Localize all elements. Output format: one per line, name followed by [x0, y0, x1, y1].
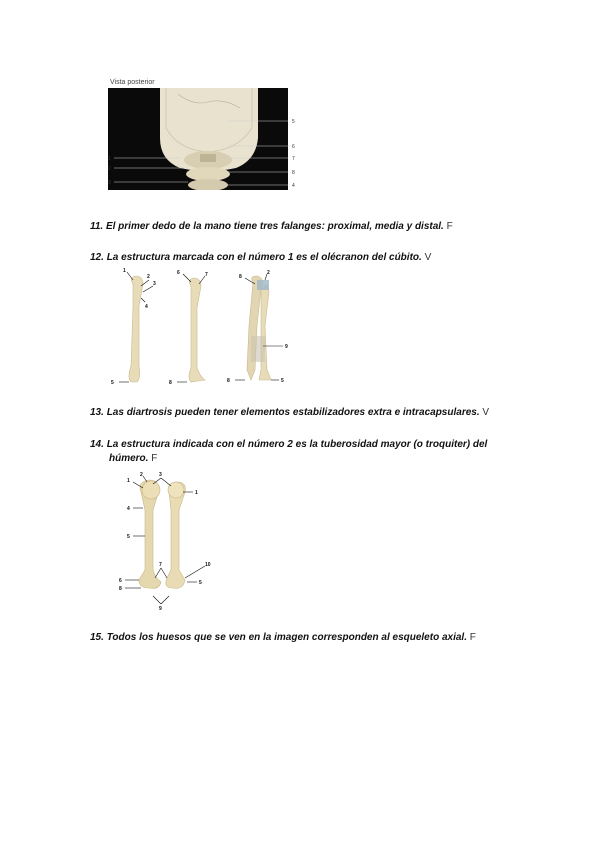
- question-text: Todos los huesos que se ven en la imagen corresponden al esqueleto axial.: [106, 632, 467, 643]
- humerus-label-6: 6: [119, 578, 122, 584]
- humerus-label-4: 4: [127, 506, 130, 512]
- question-number: 15.: [90, 632, 104, 643]
- skull-label-3: 3: [108, 180, 111, 186]
- skull-label-1: 1: [108, 156, 111, 162]
- question-number: 14.: [90, 439, 104, 450]
- question-14: [90, 438, 510, 466]
- humerus-label-9: 9: [159, 606, 162, 612]
- skull-label-2: 2: [108, 166, 111, 172]
- forearm-label-9: 9: [285, 344, 288, 350]
- question-12: [90, 251, 510, 265]
- question-text: Las diartrosis pueden tener elementos estabilizadores extra e intracapsulares.: [106, 407, 480, 418]
- figure-forearm-bones: [105, 266, 295, 390]
- skull-label-5: 5: [292, 119, 295, 125]
- question-answer: V: [482, 407, 490, 418]
- question-15: [90, 631, 510, 645]
- forearm-label-8c: 8: [227, 378, 230, 384]
- question-text: La estructura indicada con el número 2 es la tuberosidad mayor (o troquiter) del: [106, 439, 488, 450]
- question-number: 11.: [90, 221, 104, 232]
- humerus-label-8: 8: [119, 586, 122, 592]
- forearm-label-2: 2: [147, 274, 150, 280]
- humerus-label-5b: 5: [199, 580, 202, 586]
- question-number: 12.: [90, 252, 104, 263]
- figure-skull-title: Vista posterior: [110, 79, 155, 86]
- question-answer: F: [469, 632, 476, 643]
- question-11: [90, 220, 510, 234]
- skull-label-8: 8: [292, 170, 295, 176]
- question-text-continued: húmero.: [109, 453, 149, 464]
- forearm-label-8: 8: [169, 380, 172, 386]
- figure-humerus-bones: [113, 470, 223, 612]
- forearm-label-6: 6: [177, 270, 180, 276]
- forearm-label-4: 4: [145, 304, 148, 310]
- question-13: [90, 406, 510, 420]
- humerus-label-2: 2: [140, 472, 143, 478]
- figure-skull-posterior-view: [108, 88, 308, 190]
- forearm-label-8b: 8: [239, 274, 242, 280]
- humerus-label-1: 1: [127, 478, 130, 484]
- humerus-label-5: 5: [127, 534, 130, 540]
- humerus-label-1b: 1: [195, 490, 198, 496]
- skull-label-4: 4: [292, 183, 295, 189]
- forearm-label-2b: 2: [267, 270, 270, 276]
- skull-label-7: 7: [292, 156, 295, 162]
- forearm-label-7: 7: [205, 272, 208, 278]
- skull-label-6: 6: [292, 144, 295, 150]
- question-answer: F: [151, 453, 158, 464]
- question-answer: V: [424, 252, 432, 263]
- forearm-label-1: 1: [123, 268, 126, 274]
- forearm-label-5: 5: [111, 380, 114, 386]
- forearm-label-5b: 5: [281, 378, 284, 384]
- question-text: La estructura marcada con el número 1 es el olécranon del cúbito.: [106, 252, 422, 263]
- question-number: 13.: [90, 407, 104, 418]
- humerus-label-7: 7: [159, 562, 162, 568]
- humerus-label-3: 3: [159, 472, 162, 478]
- forearm-label-3: 3: [153, 281, 156, 287]
- question-text: El primer dedo de la mano tiene tres falanges: proximal, media y distal.: [105, 221, 444, 232]
- question-answer: F: [446, 221, 453, 232]
- humerus-label-10: 10: [205, 562, 211, 568]
